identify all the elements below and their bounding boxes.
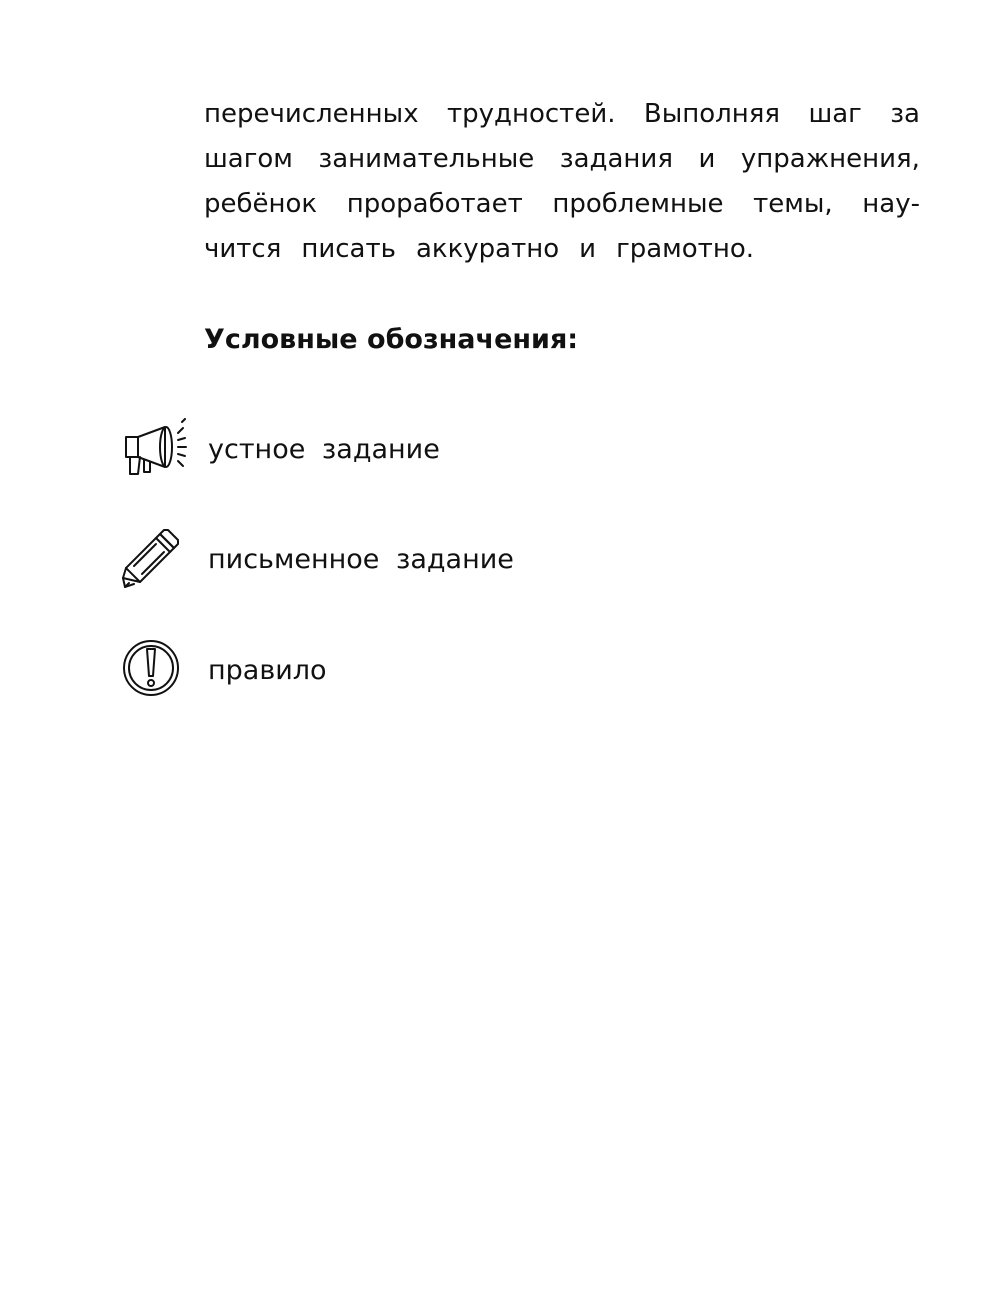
word: темы, (753, 189, 833, 219)
word: шаг (808, 99, 862, 129)
legend-label-rule: правило (208, 655, 327, 686)
word: перечисленных (204, 99, 419, 129)
intro-line-1 (204, 92, 920, 137)
word: ребёнок (204, 189, 318, 219)
word: упражнения, (740, 144, 920, 174)
word: шагом (204, 144, 293, 174)
word: аккуратно (415, 234, 560, 264)
word: чится (204, 234, 282, 264)
legend-item-written-task (120, 528, 720, 598)
megaphone-icon (120, 418, 190, 488)
word: проработает (346, 189, 523, 219)
exclamation-circle-icon (120, 639, 190, 709)
word: писать (301, 234, 396, 264)
legend-title: Условные обозначения: (204, 324, 579, 355)
intro-paragraph (204, 92, 920, 272)
word: занимательные (318, 144, 535, 174)
word: за (890, 99, 920, 129)
legend-label-written-task: письменное задание (208, 544, 514, 575)
word: и (698, 144, 716, 174)
legend-label-oral-task: устное задание (208, 434, 440, 465)
word: задания (559, 144, 673, 174)
word: и (579, 234, 597, 264)
legend-item-rule (120, 639, 720, 709)
word: проблемные (552, 189, 724, 219)
legend-item-oral-task (120, 418, 720, 488)
word: Выполняя (643, 99, 781, 129)
pencil-icon (120, 528, 190, 598)
word: трудностей. (446, 99, 616, 129)
intro-line-4 (204, 227, 920, 272)
word: нау- (862, 189, 920, 219)
word: грамотно. (616, 234, 754, 264)
intro-line-3 (204, 182, 920, 227)
intro-line-2 (204, 137, 920, 182)
